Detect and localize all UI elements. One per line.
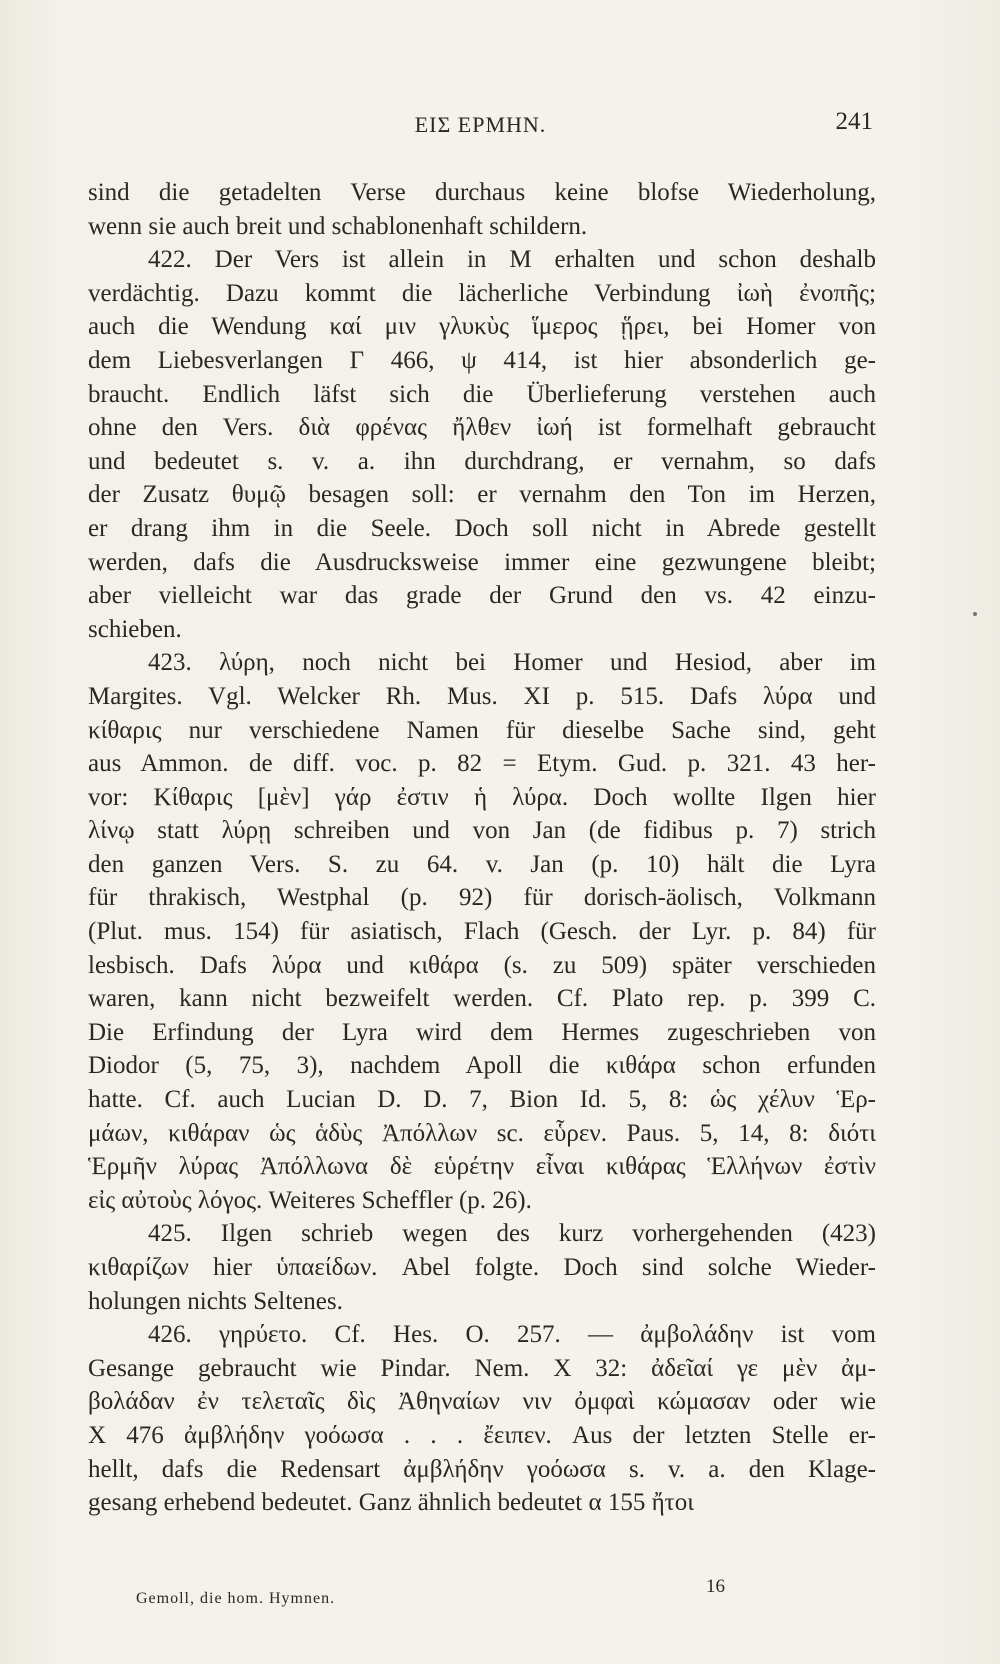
running-title: ΕΙΣ ΕΡΜΗΝ. xyxy=(414,112,547,137)
page-number: 241 xyxy=(835,108,873,135)
text-line: X 476 ἀμβλήδην γοόωσα . . . ἔειπεν. Aus der letzten Stelle er- xyxy=(88,1421,876,1449)
text-line: βολάδαν ἐν τελεταῖς δὶς Ἀθηναίων νιν ὀμφαὶ κώμασαν oder wie xyxy=(88,1388,876,1416)
paper-speck xyxy=(973,612,977,616)
text-line: sind die getadelten Verse durchaus keine blofse Wiederholung, xyxy=(88,179,876,206)
text-line: auch die Wendung καί μιν γλυκὺς ἵμερος ᾕρει, bei Homer von xyxy=(88,313,876,341)
text-line: den ganzen Vers. S. zu 64. v. Jan (p. 10) hält die Lyra xyxy=(88,850,876,878)
text-line: braucht. Endlich läfst sich die Überlieferung verstehen auch xyxy=(88,380,876,408)
text-line: werden, dafs die Ausdrucksweise immer eine gezwungene bleibt; xyxy=(88,548,876,576)
text-line: lesbisch. Dafs λύρα und κιθάρα (s. zu 509) später verschieden xyxy=(88,951,876,979)
text-line: dem Liebesverlangen Γ 466, ψ 414, ist hier absonderlich ge- xyxy=(88,346,876,374)
text-line: εἰς αὐτοὺς λόγος. Weiteres Scheffler (p. 26). xyxy=(88,1186,532,1214)
text-line: 426. γηρύετο. Cf. Hes. O. 257. — ἀμβολάδην ist vom xyxy=(148,1321,876,1349)
text-line: 425. Ilgen schrieb wegen des kurz vorhergehenden (423) xyxy=(148,1220,876,1248)
text-line: der Zusatz θυμῷ besagen soll: er vernahm den Ton im Herzen, xyxy=(88,481,876,509)
page-footer xyxy=(136,1576,880,1616)
text-line: 423. λύρη, noch nicht bei Homer und Hesiod, aber im xyxy=(148,649,876,677)
body-text xyxy=(88,176,876,1520)
text-line: gesang erhebend bedeutet. Ganz ähnlich bedeutet α 155 ἤτοι xyxy=(88,1489,694,1517)
text-line: μάων, κιθάραν ὡς ἁδὺς Ἀπόλλων sc. εὗρεν. Paus. 5, 14, 8: διότι xyxy=(88,1119,876,1147)
text-line: ohne den Vers. διὰ φρένας ἤλθεν ἰωή ist formelhaft gebraucht xyxy=(88,414,876,442)
footer-author: Gemoll, die hom. Hymnen. xyxy=(136,1590,336,1607)
text-line: Margites. Vgl. Welcker Rh. Mus. XI p. 515. Dafs λύρα und xyxy=(88,682,876,710)
text-line: hatte. Cf. auch Lucian D. D. 7, Bion Id. 5, 8: ὡς χέλυν Ἑρ- xyxy=(88,1086,876,1114)
text-line: hellt, dafs die Redensart ἀμβλήδην γοόωσα s. v. a. den Klage- xyxy=(88,1455,876,1483)
text-line: holungen nichts Seltenes. xyxy=(88,1287,343,1315)
signature-mark: 16 xyxy=(706,1576,725,1597)
text-line: waren, kann nicht bezweifelt werden. Cf. Plato rep. p. 399 C. xyxy=(88,985,876,1013)
page-header xyxy=(88,108,873,148)
text-line: 422. Der Vers ist allein in M erhalten und schon deshalb xyxy=(148,246,876,274)
text-line: Die Erfindung der Lyra wird dem Hermes zugeschrieben von xyxy=(88,1018,876,1046)
text-line: aus Ammon. de diff. voc. p. 82 = Etym. Gud. p. 321. 43 her- xyxy=(88,750,876,778)
text-line: verdächtig. Dazu kommt die lächerliche Verbindung ἰωὴ ἐνοπῆς; xyxy=(88,279,876,307)
text-line: und bedeutet s. v. a. ihn durchdrang, er vernahm, so dafs xyxy=(88,447,876,475)
text-line: vor: Κίθαρις [μὲν] γάρ ἐστιν ἡ λύρα. Doch wollte Ilgen hier xyxy=(88,783,876,811)
text-line: Diodor (5, 75, 3), nachdem Apoll die κιθάρα schon erfunden xyxy=(88,1052,876,1080)
text-line: aber vielleicht war das grade der Grund den vs. 42 einzu- xyxy=(88,582,876,610)
text-line: schieben. xyxy=(88,615,182,643)
text-line: Ἑρμῆν λύρας Ἀπόλλωνα δὲ εὑρέτην εἶναι κιθάρας Ἑλλήνων ἐστὶν xyxy=(88,1153,876,1181)
text-line: für thrakisch, Westphal (p. 92) für dorisch-äolisch, Volkmann xyxy=(88,884,876,912)
text-line: λίνῳ statt λύρῃ schreiben und von Jan (de fidibus p. 7) strich xyxy=(88,817,876,845)
text-line: κιθαρίζων hier ὑπαείδων. Abel folgte. Doch sind solche Wieder- xyxy=(88,1254,876,1281)
text-line: wenn sie auch breit und schablonenhaft schildern. xyxy=(88,212,588,240)
text-line: er drang ihm in die Seele. Doch soll nicht in Abrede gestellt xyxy=(88,514,876,542)
text-line: (Plut. mus. 154) für asiatisch, Flach (Gesch. der Lyr. p. 84) für xyxy=(88,918,876,946)
text-line: κίθαρις nur verschiedene Namen für dieselbe Sache sind, geht xyxy=(88,716,876,744)
text-line: Gesange gebraucht wie Pindar. Nem. X 32: ἀδεῖαί γε μὲν ἀμ- xyxy=(88,1354,876,1382)
